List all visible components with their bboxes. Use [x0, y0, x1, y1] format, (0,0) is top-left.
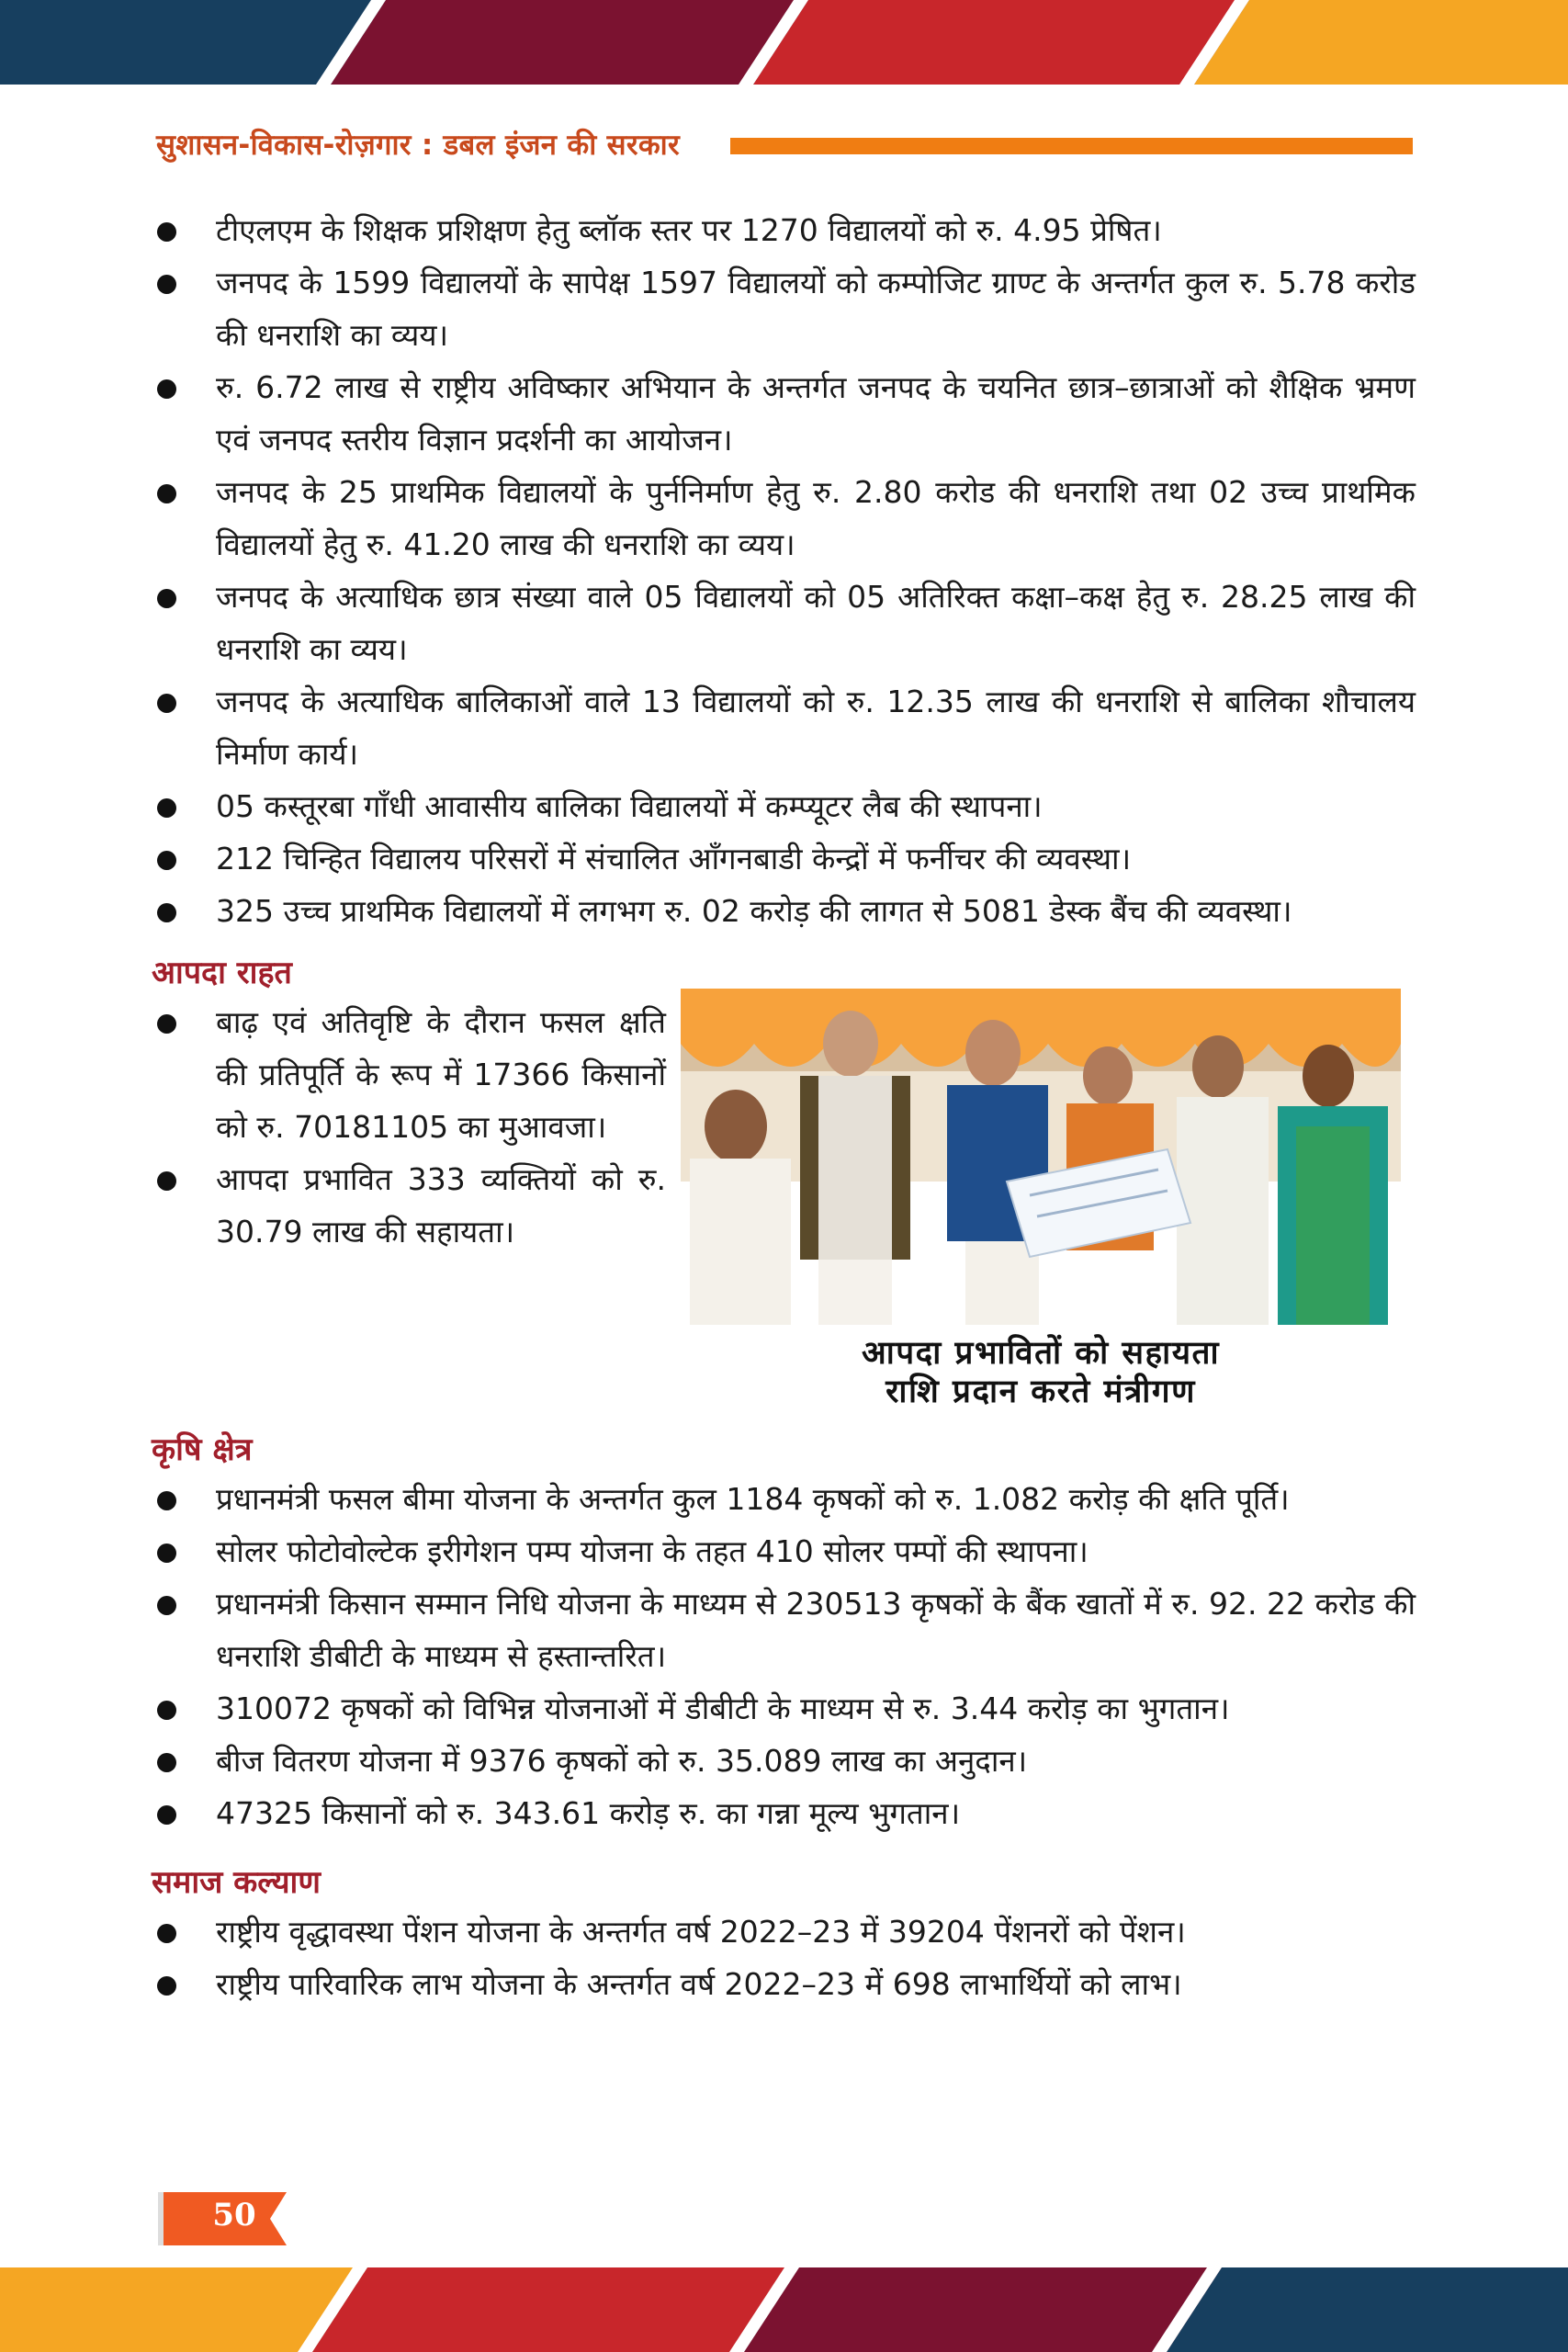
disaster-section: [152, 996, 1416, 1414]
top-color-band: [0, 0, 1568, 85]
welfare-list: [152, 1905, 1416, 2010]
caption-line: आपदा प्रभावितों को सहायता: [861, 1335, 1221, 1372]
list-item: राष्ट्रीय वृद्धावस्था पेंशन योजना के अन्तर्गत वर्ष 2022–23 में 39204 पेंशनरों को पेंशन।: [152, 1905, 1416, 1958]
list-item: बाढ़ एवं अतिवृष्टि के दौरान फसल क्षति की प्रतिपूर्ति के रूप में 17366 किसानों को रु. 70181105 का मुआवजा।: [152, 996, 666, 1153]
section-heading-disaster: आपदा राहत: [152, 955, 292, 991]
list-item: 325 उच्च प्राथमिक विद्यालयों में लगभग रु. 02 करोड़ की लागत से 5081 डेस्क बैंच की व्यवस्था।: [152, 885, 1416, 937]
list-item: टीएलएम के शिक्षक प्रशिक्षण हेतु ब्लॉक स्तर पर 1270 विद्यालयों को रु. 4.95 प्रेषित।: [152, 204, 1416, 256]
list-item: प्रधानमंत्री फसल बीमा योजना के अन्तर्गत कुल 1184 कृषकों को रु. 1.082 करोड़ की क्षति पूर्ति।: [152, 1473, 1416, 1525]
education-list: [152, 204, 1416, 937]
running-header-title: सुशासन-विकास-रोज़गार : डबल इंजन की सरकार: [156, 129, 680, 162]
list-item: 212 चिन्हित विद्यालय परिसरों में संचालित आँगनबाडी केन्द्रों में फर्नीचर की व्यवस्था।: [152, 832, 1416, 885]
caption-line: राशि प्रदान करते मंत्रीगण: [886, 1374, 1196, 1410]
list-item: जनपद के 1599 विद्यालयों के सापेक्ष 1597 विद्यालयों को कम्पोजिट ग्राण्ट के अन्तर्गत कुल रु. 5.78 करोड की धनराशि का व्यय।: [152, 256, 1416, 361]
disaster-list: [152, 996, 666, 1258]
bottom-color-band: [0, 2267, 1568, 2352]
page-content: [152, 204, 1416, 2010]
section-heading-welfare: समाज कल्याण: [152, 1864, 321, 1901]
disaster-text-column: [152, 996, 666, 1258]
list-item: बीज वितरण योजना में 9376 कृषकों को रु. 35.089 लाख का अनुदान।: [152, 1735, 1416, 1787]
list-item: जनपद के अत्याधिक छात्र संख्या वाले 05 विद्यालयों को 05 अतिरिक्त कक्षा–कक्ष हेतु रु. 28.25 लाख की धनराशि का व्यय।: [152, 571, 1416, 675]
list-item: रु. 6.72 लाख से राष्ट्रीय अविष्कार अभियान के अन्तर्गत जनपद के चयनित छात्र–छात्राओं को शैक्षिक भ्रमण एवं जनपद स्तरीय विज्ञान प्रदर्शनी का आयोजन।: [152, 361, 1416, 466]
list-item: आपदा प्रभावित 333 व्यक्तियों को रु. 30.79 लाख की सहायता।: [152, 1153, 666, 1258]
list-item: जनपद के अत्याधिक बालिकाओं वाले 13 विद्यालयों को रु. 12.35 लाख की धनराशि से बालिका शौचालय निर्माण कार्य।: [152, 675, 1416, 780]
agriculture-list: [152, 1473, 1416, 1839]
relief-cheque-photo: [681, 989, 1401, 1325]
list-item: 05 कस्तूरबा गाँधी आवासीय बालिका विद्यालयों में कम्प्यूटर लैब की स्थापना।: [152, 780, 1416, 832]
list-item: राष्ट्रीय पारिवारिक लाभ योजना के अन्तर्गत वर्ष 2022–23 में 698 लाभार्थियों को लाभ।: [152, 1958, 1416, 2010]
list-item: 310072 कृषकों को विभिन्न योजनाओं में डीबीटी के माध्यम से रु. 3.44 करोड़ का भुगतान।: [152, 1682, 1416, 1735]
header-rule: [730, 138, 1413, 154]
list-item: सोलर फोटोवोल्टेक इरीगेशन पम्प योजना के तहत 410 सोलर पम्पों की स्थापना।: [152, 1525, 1416, 1577]
list-item: जनपद के 25 प्राथमिक विद्यालयों के पुर्ननिर्माण हेतु रु. 2.80 करोड की धनराशि तथा 02 उच्च प्राथमिक विद्यालयों हेतु रु. 41.20 लाख की धनराशि का व्यय।: [152, 466, 1416, 571]
section-heading-agriculture: कृषि क्षेत्र: [152, 1431, 253, 1468]
photo-caption: [681, 1334, 1401, 1411]
page-number: 50: [212, 2197, 256, 2233]
list-item: प्रधानमंत्री किसान सम्मान निधि योजना के माध्यम से 230513 कृषकों के बैंक खातों में रु. 92. 22 करोड की धनराशि डीबीटी के माध्यम से हस्तान्तरित।: [152, 1577, 1416, 1682]
list-item: 47325 किसानों को रु. 343.61 करोड़ रु. का गन्ना मूल्य भुगतान।: [152, 1787, 1416, 1839]
